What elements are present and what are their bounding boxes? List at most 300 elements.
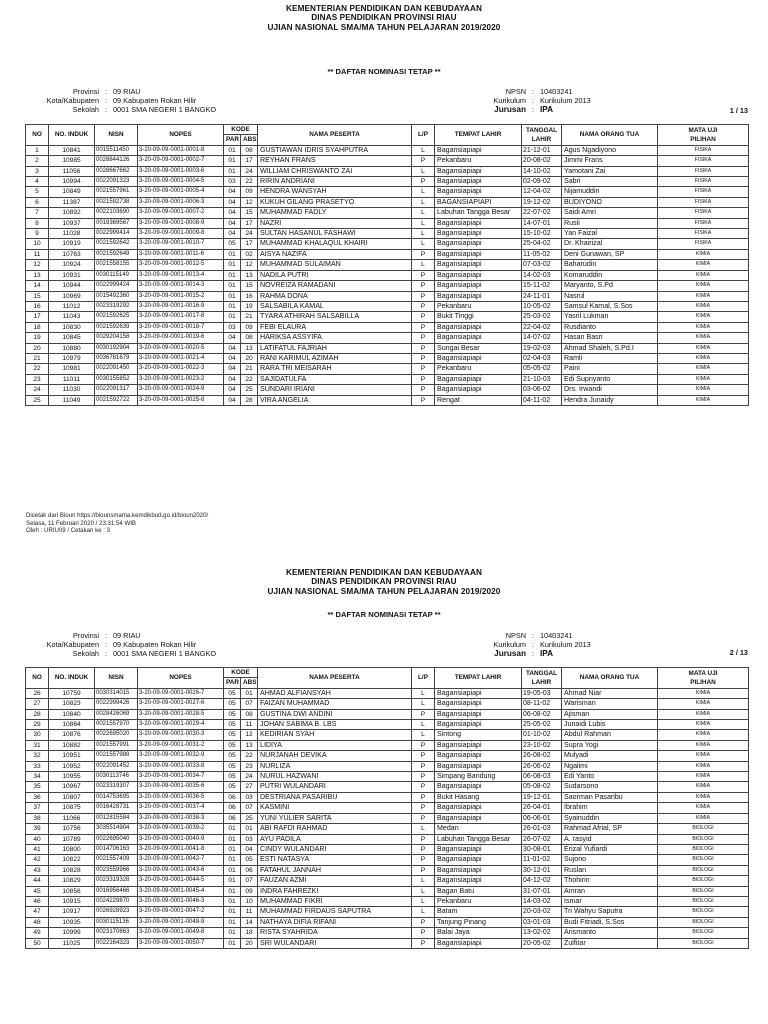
cell-induk: 10994 [49,177,95,187]
cell-ortu: A. rasyid [562,834,658,844]
cell-nisn: 0030314015 [95,688,138,698]
cell-induk: 10756 [49,824,95,834]
provinsi-label: Provinsi [73,87,99,96]
cell-par: 04 [224,395,241,405]
cell-par: 01 [224,824,241,834]
cell-tempat: Bagansiapiapi [435,291,522,301]
cell-mapel: KIMIA [658,364,749,374]
cell-nopes: 3-20-09-09-0001-0032-9 [138,751,224,761]
cell-tanggal: 15-11-02 [522,281,562,291]
cell-nisn: 0021592642 [95,239,138,249]
cell-induk: 10935 [49,917,95,927]
cell-abs: 15 [241,281,258,291]
cell-ortu: Paini [562,364,658,374]
cell-abs: 13 [241,740,258,750]
cell-nopes: 3-20-09-09-0001-0031-2 [138,740,224,750]
cell-nama: KEDIRIAN SYAH [258,730,412,740]
table-row [26,688,749,698]
cell-tempat: Bagansiapiapi [435,865,522,875]
cell-no: 42 [26,855,49,865]
cell-par: 05 [224,720,241,730]
cell-induk: 11043 [49,312,95,322]
table-row [26,166,749,176]
cell-mapel: KIMIA [658,301,749,311]
col-abs: ABS [241,135,258,145]
cell-par: 01 [224,907,241,917]
cell-tempat: Sintong [435,730,522,740]
table-row [26,740,749,750]
cell-lp: P [412,813,435,823]
cell-nopes: 3-20-09-09-0001-0028-5 [138,709,224,719]
cell-nopes: 3-20-09-09-0001-0006-3 [138,197,224,207]
cell-ortu: Agus Ngadiyono [562,145,658,155]
cell-mapel: BIOLOGI [658,824,749,834]
col-mapel: MATA UJI PILIHAN [658,668,749,689]
table-row [26,145,749,155]
provinsi-value: 09 RIAU [113,87,141,96]
sekolah-label: Sekolah [72,104,99,114]
cell-lp: P [412,312,435,322]
col-induk: NO. INDUK [49,125,95,146]
cell-mapel: BIOLOGI [658,834,749,844]
cell-nopes: 3-20-09-09-0001-0001-8 [138,145,224,155]
jurusan-value: IPA [540,648,554,658]
cell-no: 18 [26,322,49,332]
cell-nama: NURJANAH DEVIKA [258,751,412,761]
cell-nisn: 0021592738 [95,197,138,207]
cell-mapel: BIOLOGI [658,896,749,906]
cell-mapel: KIMIA [658,761,749,771]
cell-abs: 21 [241,364,258,374]
cell-induk: 10969 [49,291,95,301]
cell-induk: 10985 [49,156,95,166]
cell-tempat: Bagansiapiapi [435,333,522,343]
cell-ortu: Saorman Pasaribu [562,792,658,802]
table-row [26,333,749,343]
cell-mapel: KIMIA [658,249,749,259]
cell-mapel: KIMIA [658,740,749,750]
cell-nisn: 0016956466 [95,886,138,896]
table-row [26,281,749,291]
cell-no: 9 [26,229,49,239]
table-row [26,249,749,259]
footer-source: Dicetak dari Bioun https://biounsmama.kemdikbud.go.id/bioun2020/ [26,512,209,519]
cell-nisn: 0021557988 [95,751,138,761]
cell-lp: P [412,855,435,865]
cell-tanggal: 05-08-02 [522,782,562,792]
cell-no: 33 [26,761,49,771]
cell-no: 26 [26,688,49,698]
cell-nopes: 3-20-09-09-0001-0013-4 [138,270,224,280]
cell-nama: RIRIN ANDRIANI [258,177,412,187]
cell-mapel: KIMIA [658,281,749,291]
cell-induk: 10856 [49,886,95,896]
cell-nama: FAIZAN MUHAMMAD [258,699,412,709]
cell-tempat: Bagansiapiapi [435,761,522,771]
cell-par: 01 [224,855,241,865]
cell-nopes: 3-20-09-09-0001-0005-4 [138,187,224,197]
cell-tanggal: 22-07-02 [522,208,562,218]
cell-par: 01 [224,156,241,166]
cell-no: 4 [26,177,49,187]
cell-ortu: Edi Yanto [562,772,658,782]
cell-lp: L [412,876,435,886]
cell-tanggal: 14-03-02 [522,896,562,906]
cell-lp: P [412,270,435,280]
cell-par: 05 [224,730,241,740]
col-par: PAR [224,135,241,145]
cell-nisn: 0036781679 [95,353,138,363]
cell-nama: NURUL HAZWANI [258,772,412,782]
cell-mapel: KIMIA [658,709,749,719]
cell-nopes: 3-20-09-09-0001-0010-7 [138,239,224,249]
cell-nopes: 3-20-09-09-0001-0018-7 [138,322,224,332]
cell-lp: L [412,260,435,270]
cell-par: 05 [224,239,241,249]
cell-mapel: KIMIA [658,782,749,792]
kota-label: Kota/Kabupaten [46,639,99,649]
cell-nopes: 3-20-09-09-0001-0048-9 [138,917,224,927]
cell-ortu: Supra Yogi [562,740,658,750]
cell-tanggal: 25-05-02 [522,720,562,730]
cell-induk: 11049 [49,395,95,405]
cell-mapel: KIMIA [658,772,749,782]
cell-nama: JOHAN SABIMA B. LBS [258,720,412,730]
cell-tempat: Bagansiapiapi [435,166,522,176]
cell-tanggal: 21-12-01 [522,145,562,155]
cell-nopes: 3-20-09-09-0001-0041-8 [138,844,224,854]
cell-abs: 10 [241,896,258,906]
cell-ortu: Warisman [562,699,658,709]
cell-induk: 10915 [49,896,95,906]
cell-tanggal: 23-10-02 [522,740,562,750]
cell-ortu: Erizal Yufiardi [562,844,658,854]
cell-nisn: 0022999414 [95,229,138,239]
col-induk: NO. INDUK [49,668,95,689]
cell-par: 01 [224,834,241,844]
cell-lp: L [412,730,435,740]
cell-nisn: 0012815584 [95,813,138,823]
cell-lp: L [412,896,435,906]
cell-nisn: 0016428731 [95,803,138,813]
cell-par: 01 [224,896,241,906]
cell-tempat: Balai Jaya [435,928,522,938]
cell-mapel: KIMIA [658,291,749,301]
cell-no: 25 [26,395,49,405]
cell-lp: P [412,792,435,802]
cell-mapel: BIOLOGI [658,855,749,865]
cell-par: 05 [224,688,241,698]
cell-no: 32 [26,751,49,761]
table-row [26,270,749,280]
cell-mapel: BIOLOGI [658,886,749,896]
cell-nopes: 3-20-09-09-0001-0029-4 [138,720,224,730]
cell-par: 04 [224,385,241,395]
col-no: NO [26,668,49,689]
cell-nopes: 3-20-09-09-0001-0033-8 [138,761,224,771]
cell-nisn: 0014706163 [95,844,138,854]
cell-tempat: Bagansiapiapi [435,353,522,363]
jurusan-value: IPA [540,104,554,114]
cell-induk: 10967 [49,782,95,792]
cell-nama: GUSTIAWAN IDRIS SYAHPUTRA [258,145,412,155]
cell-no: 37 [26,803,49,813]
cell-nopes: 3-20-09-09-0001-0020-5 [138,343,224,353]
cell-par: 05 [224,761,241,771]
cell-par: 04 [224,364,241,374]
col-lp: L/P [412,125,435,146]
cell-tempat: Tanjung Pinang [435,917,522,927]
cell-no: 1 [26,145,49,155]
school-info: Provinsi : 09 RIAU Kota/Kabupaten : 09 Kabupaten Rokan Hilir Sekolah : 0001 SMA NEGERI 1 BANGKO [26,632,216,658]
col-mapel: MATA UJI PILIHAN [658,125,749,146]
cell-mapel: KIMIA [658,792,749,802]
cell-nama: MUHAMMAD FIRDAUS SAPUTRA [258,907,412,917]
cell-nisn: 0022999424 [95,281,138,291]
cell-nama: SAJIDATULFA [258,374,412,384]
cell-nama: LATIFATUL FAJRIAH [258,343,412,353]
cell-nopes: 3-20-09-09-0001-0050-7 [138,938,224,948]
cell-nisn: 0021557409 [95,855,138,865]
cell-no: 48 [26,917,49,927]
cell-par: 04 [224,229,241,239]
cell-nama: FAUZAN AZMI [258,876,412,886]
cell-nama: AHMAD ALFIANSYAH [258,688,412,698]
cell-par: 05 [224,740,241,750]
cell-nama: REYHAN FRANS [258,156,412,166]
cell-tempat: Sungai Besar [435,343,522,353]
npsn-value: 10403241 [540,631,573,640]
cell-nopes: 3-20-09-09-0001-0003-6 [138,166,224,176]
cell-ortu: Saidi Amri [562,208,658,218]
cell-tanggal: 08-11-02 [522,699,562,709]
cell-lp: P [412,177,435,187]
cell-par: 04 [224,353,241,363]
col-abs: ABS [241,678,258,688]
cell-lp: P [412,281,435,291]
cell-induk: 10951 [49,751,95,761]
cell-nopes: 3-20-09-09-0001-0046-3 [138,896,224,906]
cell-nama: NAZRI [258,218,412,228]
cell-tempat: Bagansiapiapi [435,709,522,719]
cell-abs: 11 [241,907,258,917]
cell-tempat: Bagansiapiapi [435,688,522,698]
table-row [26,177,749,187]
cell-induk: 10830 [49,322,95,332]
cell-nisn: 0029204158 [95,333,138,343]
cell-ortu: Rusdianto [562,322,658,332]
table-row [26,938,749,948]
cell-nopes: 3-20-09-09-0001-0045-4 [138,886,224,896]
cell-no: 30 [26,730,49,740]
cell-nisn: 0030155852 [95,374,138,384]
cell-abs: 17 [241,239,258,249]
cell-tempat: Bagansiapiapi [435,145,522,155]
cell-lp: P [412,834,435,844]
cell-tanggal: 01-10-02 [522,730,562,740]
cell-ortu: Yan Faizal [562,229,658,239]
jurusan-label: Jurusan [494,648,526,658]
cell-tanggal: 30-12-01 [522,865,562,875]
table-row [26,917,749,927]
cell-no: 13 [26,270,49,280]
sekolah-value: 0001 SMA NEGERI 1 BANGKO [113,648,217,658]
cell-induk: 10823 [49,699,95,709]
cell-mapel: KIMIA [658,374,749,384]
cell-induk: 10829 [49,876,95,886]
cell-nama: FEBI ELAURA [258,322,412,332]
cell-ortu: Syainuddin [562,813,658,823]
cell-tanggal: 03-06-02 [522,385,562,395]
cell-tanggal: 14-02-03 [522,270,562,280]
cell-abs: 04 [241,844,258,854]
cell-ortu: Ramli [562,353,658,363]
cell-nopes: 3-20-09-09-0001-0021-4 [138,353,224,363]
cell-nisn: 0028426069 [95,709,138,719]
cell-nisn: 0022103690 [95,208,138,218]
cell-tempat: Bukit Tinggi [435,312,522,322]
cell-mapel: FISIKA [658,218,749,228]
cell-tempat: Bagansiapiapi [435,187,522,197]
table-row [26,834,749,844]
cell-abs: 02 [241,249,258,259]
cell-nama: PUTRI WULANDARI [258,782,412,792]
cell-ortu: Maryanto, S.Pd [562,281,658,291]
cell-nisn: 0021592649 [95,249,138,259]
cell-nopes: 3-20-09-09-0001-0025-8 [138,395,224,405]
cell-no: 2 [26,156,49,166]
cell-abs: 25 [241,385,258,395]
cell-tanggal: 04-12-02 [522,876,562,886]
cell-nopes: 3-20-09-09-0001-0026-7 [138,688,224,698]
table-row [26,772,749,782]
cell-no: 28 [26,709,49,719]
cell-abs: 09 [241,886,258,896]
cell-tempat: Medan [435,824,522,834]
cell-nopes: 3-20-09-09-0001-0019-6 [138,333,224,343]
cell-abs: 05 [241,855,258,865]
cell-mapel: FISIKA [658,197,749,207]
table-row [26,291,749,301]
cell-par: 06 [224,813,241,823]
table-body [26,688,749,948]
cell-lp: P [412,803,435,813]
cell-lp: P [412,917,435,927]
table-row [26,364,749,374]
cell-nama: RARA TRI MEISARAH [258,364,412,374]
document-header [0,568,768,596]
cell-no: 36 [26,792,49,802]
cell-nama: GUSTINA DWI ANDINI [258,709,412,719]
cell-ortu: Drs. Irwandi [562,385,658,395]
cell-induk: 11011 [49,374,95,384]
exam-title: UJIAN NASIONAL SMA/MA TAHUN PELAJARAN 2019/2020 [267,22,501,32]
cell-induk: 10952 [49,761,95,771]
cell-nisn: 0023559966 [95,865,138,875]
table-row [26,896,749,906]
cell-nama: RISTA SYAHRIDA [258,928,412,938]
cell-induk: 10917 [49,907,95,917]
cell-abs: 03 [241,792,258,802]
table-row [26,374,749,384]
table-body [26,145,749,405]
table-row [26,343,749,353]
cell-no: 29 [26,720,49,730]
cell-ortu: Rahmad Afrial, SP [562,824,658,834]
cell-nisn: 0026928923 [95,907,138,917]
nominee-table [25,124,749,406]
cell-tanggal: 31-07-01 [522,886,562,896]
cell-nama: NURLIZA [258,761,412,771]
cell-tempat: Bagansiapiapi [435,177,522,187]
cell-mapel: BIOLOGI [658,844,749,854]
cell-nopes: 3-20-09-09-0001-0027-6 [138,699,224,709]
school-codes: NPSN : 10403241 Kurikulum : Kurikulum 2013 Jurusan : IPA [470,88,591,114]
cell-nisn: 0021557970 [95,720,138,730]
cell-lp: P [412,928,435,938]
cell-tempat: Bagansiapiapi [435,876,522,886]
cell-nisn: 0028844126 [95,156,138,166]
school-info: Provinsi : 09 RIAU Kota/Kabupaten : 09 Kabupaten Rokan Hilir Sekolah : 0001 SMA NEGERI 1 BANGKO [26,88,216,114]
cell-par: 01 [224,844,241,854]
cell-ortu: Ngalimi [562,761,658,771]
cell-ortu: Hasan Basri [562,333,658,343]
cell-tanggal: 24-11-01 [522,291,562,301]
cell-ortu: Nasrul [562,291,658,301]
table-row [26,730,749,740]
cell-abs: 08 [241,145,258,155]
cell-nisn: 0022695020 [95,730,138,740]
cell-ortu: Ismar [562,896,658,906]
cell-tanggal: 19-12-02 [522,197,562,207]
cell-par: 01 [224,270,241,280]
cell-no: 17 [26,312,49,322]
kota-label: Kota/Kabupaten [46,95,99,105]
cell-nisn: 0022999426 [95,699,138,709]
cell-induk: 11030 [49,385,95,395]
table-row [26,844,749,854]
col-par: PAR [224,678,241,688]
cell-tanggal: 26-07-02 [522,834,562,844]
cell-nisn: 0021592722 [95,395,138,405]
cell-tempat: Bagansiapiapi [435,218,522,228]
cell-lp: P [412,709,435,719]
cell-lp: L [412,688,435,698]
nominee-table [25,667,749,949]
cell-nopes: 3-20-09-09-0001-0042-7 [138,855,224,865]
table-row [26,928,749,938]
cell-ortu: Yamotani Zai [562,166,658,176]
cell-nisn: 0022091323 [95,177,138,187]
cell-tanggal: 07-03-02 [522,260,562,270]
cell-tanggal: 19-02-03 [522,343,562,353]
cell-mapel: FISIKA [658,187,749,197]
cell-nopes: 3-20-09-09-0001-0016-9 [138,301,224,311]
agency-title: DINAS PENDIDIKAN PROVINSI RIAU [311,577,457,587]
cell-nopes: 3-20-09-09-0001-0034-7 [138,772,224,782]
cell-tanggal: 20-08-02 [522,156,562,166]
cell-tanggal: 19-05-03 [522,688,562,698]
kurikulum-value: Kurikulum 2013 [540,639,591,649]
exam-title: UJIAN NASIONAL SMA/MA TAHUN PELAJARAN 2019/2020 [267,586,501,596]
cell-nopes: 3-20-09-09-0001-0047-2 [138,907,224,917]
cell-tempat: Bagansiapiapi [435,374,522,384]
cell-par: 04 [224,333,241,343]
cell-tempat: Bagansiapiapi [435,229,522,239]
cell-tanggal: 10-05-02 [522,301,562,311]
cell-tanggal: 14-07-02 [522,333,562,343]
table-row [26,385,749,395]
